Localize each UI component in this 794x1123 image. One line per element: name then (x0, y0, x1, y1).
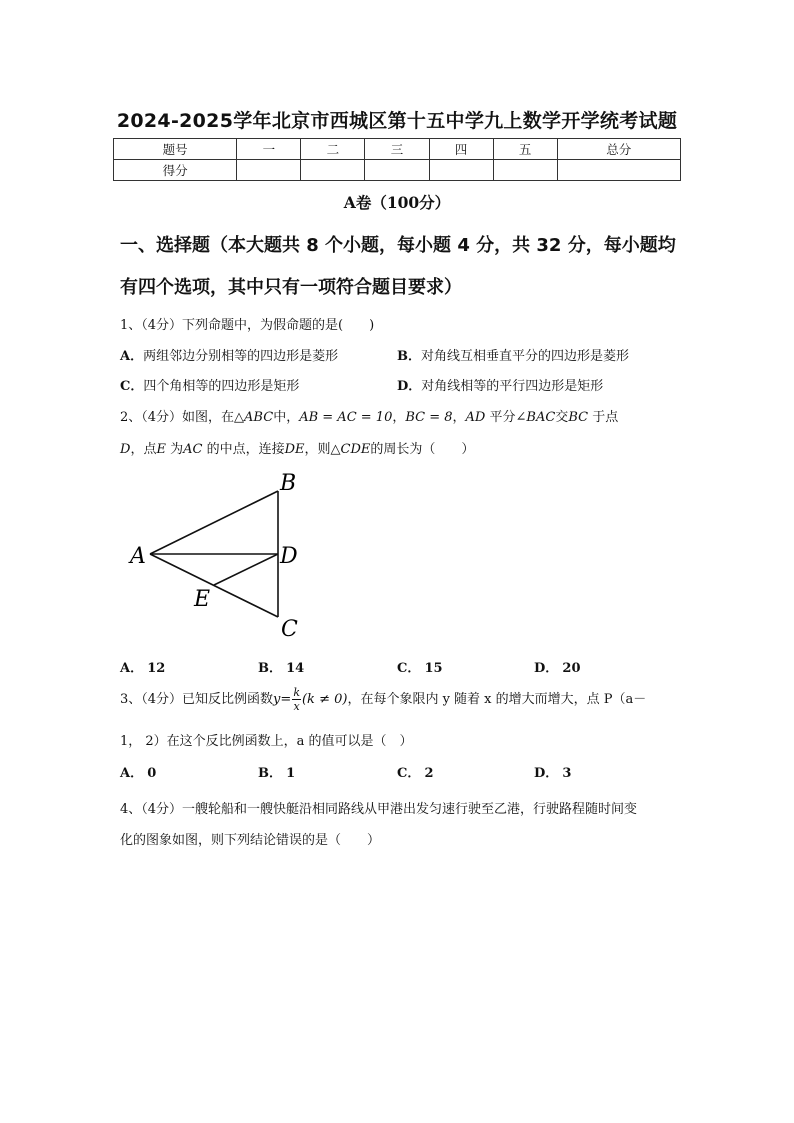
q2-math: AD (465, 410, 486, 425)
option-label: B． (258, 661, 282, 676)
q2-option-b[interactable] (258, 657, 304, 676)
q2-text: 为 (170, 442, 184, 457)
q2-math: ∠BAC (515, 410, 556, 425)
section-heading-line1: 一、选择题（本大题共 8 个小题，每小题 4 分，共 32 分，每小题均 (120, 235, 676, 256)
q2-text: ， (392, 410, 406, 425)
score-table-row (114, 160, 681, 181)
q2-text: 中， (273, 410, 300, 425)
q3-option-b[interactable] (258, 762, 295, 781)
option-text: 0 (147, 766, 157, 781)
q2-text: ， (452, 410, 466, 425)
label-a: A (130, 544, 146, 569)
q3-stem-line2: 1， 2）在这个反比例函数上，a 的值可以是（ ） (120, 734, 413, 749)
option-text: 1 (286, 766, 296, 781)
option-label: B． (258, 766, 282, 781)
score-header-cell: 三 (365, 139, 429, 160)
score-header-cell: 四 (429, 139, 493, 160)
option-label: D． (534, 766, 559, 781)
score-header-cell: 一 (237, 139, 301, 160)
option-label: C． (397, 766, 421, 781)
q2-triangle-figure (120, 468, 320, 643)
q2-option-c[interactable] (397, 657, 443, 676)
q2-text: 平分 (489, 410, 516, 425)
score-header-cell: 五 (493, 139, 557, 160)
section-heading-line2: 有四个选项，其中只有一项符合题目要求） (120, 277, 462, 298)
q4-stem-line2: 化的图象如图，则下列结论错误的是（ ） (120, 833, 381, 848)
option-label: C． (397, 661, 421, 676)
q2-math: BC (568, 410, 589, 425)
option-text: 14 (286, 661, 305, 676)
option-text: 四个角相等的四边形是矩形 (143, 379, 300, 394)
q2-option-d[interactable] (534, 657, 581, 676)
q3-math: y (273, 692, 281, 707)
q3-fraction (292, 686, 301, 713)
score-cell[interactable] (493, 160, 557, 181)
option-label: D． (397, 379, 422, 394)
option-text: 2 (424, 766, 434, 781)
score-cell[interactable] (557, 160, 680, 181)
q1-option-a[interactable] (120, 345, 338, 364)
q3-option-c[interactable] (397, 762, 434, 781)
score-cell[interactable] (429, 160, 493, 181)
q1-option-d[interactable] (397, 375, 603, 394)
score-header-cell: 二 (301, 139, 365, 160)
q3-text: ，在每个象限内 y 随着 x 的增大而增大，点 P（a－ (347, 692, 647, 707)
score-cell[interactable] (237, 160, 301, 181)
score-table (113, 138, 681, 181)
score-cell[interactable] (365, 160, 429, 181)
q2-math: DE (284, 442, 305, 457)
q2-stem-line2 (120, 438, 474, 457)
volume-heading: A卷（100分） (343, 193, 451, 212)
q2-text: ，点 (130, 442, 157, 457)
q3-stem-line1 (120, 686, 646, 713)
q2-text: ，则 (304, 442, 331, 457)
q2-option-a[interactable] (120, 657, 165, 676)
label-d: D (280, 544, 298, 569)
option-label: A． (120, 349, 144, 364)
q3-option-d[interactable] (534, 762, 571, 781)
score-cell[interactable] (301, 160, 365, 181)
q2-text: 交 (555, 410, 569, 425)
q1-stem: 1、（4分）下列命题中，为假命题的是( ) (120, 318, 375, 333)
q3-math: (k ≠ 0) (301, 692, 348, 707)
score-row-label: 得分 (114, 160, 237, 181)
q3-text: 3、（4分）已知反比例函数 (120, 692, 274, 707)
q2-stem-line1 (120, 406, 618, 425)
option-text: 12 (147, 661, 166, 676)
q2-text: 于点 (592, 410, 619, 425)
fraction-numerator: k (293, 686, 300, 699)
q3-option-a[interactable] (120, 762, 156, 781)
label-c: C (281, 617, 298, 642)
segment-ab (150, 491, 278, 554)
option-label: B． (397, 349, 421, 364)
q2-math: BC = 8 (405, 410, 453, 425)
option-text: 对角线互相垂直平分的四边形是菱形 (421, 349, 630, 364)
q2-math: △CDE (330, 442, 371, 457)
score-table-header-row (114, 139, 681, 160)
q3-math: = (280, 692, 292, 707)
score-header-cell: 题号 (114, 139, 237, 160)
option-text: 20 (562, 661, 581, 676)
q2-text: 的中点，连接 (206, 442, 285, 457)
option-label: A． (120, 661, 144, 676)
q2-text: 2、（4分）如图，在 (120, 410, 235, 425)
q2-math: AC (183, 442, 203, 457)
option-label: D． (534, 661, 559, 676)
q2-math: △ABC (234, 410, 274, 425)
q4-stem-line1: 4、（4分）一艘轮船和一艘快艇沿相同路线从甲港出发匀速行驶至乙港，行驶路程随时间变 (120, 802, 638, 817)
option-label: A． (120, 766, 144, 781)
option-label: C． (120, 379, 144, 394)
q2-math: D (120, 442, 131, 457)
q1-option-c[interactable] (120, 375, 299, 394)
segment-de (214, 554, 278, 585)
option-text: 3 (562, 766, 572, 781)
q2-text: 的周长为（ ） (370, 442, 475, 457)
score-header-cell: 总分 (557, 139, 680, 160)
label-b: B (280, 471, 297, 496)
page-title: 2024-2025学年北京市西城区第十五中学九上数学开学统考试题 (116, 110, 678, 132)
fraction-denominator: x (293, 700, 300, 713)
option-text: 两组邻边分别相等的四边形是菱形 (143, 349, 339, 364)
q1-option-b[interactable] (397, 345, 629, 364)
q2-math: E (156, 442, 166, 457)
q2-math: AB = AC = 10 (299, 410, 393, 425)
label-e: E (194, 587, 211, 612)
option-text: 15 (424, 661, 443, 676)
option-text: 对角线相等的平行四边形是矩形 (421, 379, 604, 394)
